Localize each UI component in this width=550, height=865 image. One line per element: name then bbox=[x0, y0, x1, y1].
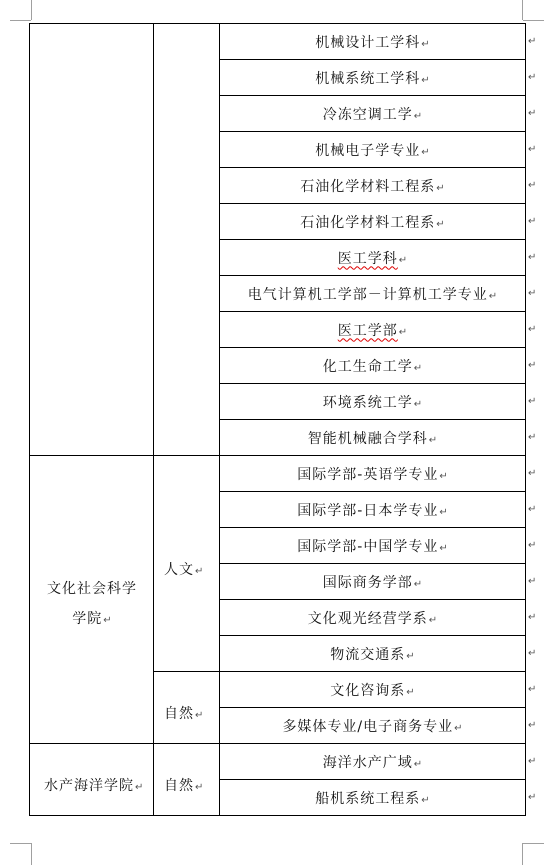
crop-mark bbox=[522, 0, 523, 20]
field-label: 自然 bbox=[164, 778, 194, 794]
row-end-mark: ↵ bbox=[528, 611, 537, 623]
row-end-mark: ↵ bbox=[528, 503, 537, 515]
paragraph-mark: ↵ bbox=[436, 182, 445, 194]
major-label: 文化观光经营学系 bbox=[307, 610, 428, 627]
major-cell bbox=[220, 456, 526, 492]
paragraph-mark: ↵ bbox=[421, 38, 430, 50]
major-cell bbox=[220, 96, 526, 132]
major-label: 冷冻空调工学 bbox=[322, 106, 413, 123]
row-end-mark: ↵ bbox=[528, 431, 537, 443]
row-end-mark: ↵ bbox=[528, 539, 537, 551]
major-label: 机械设计工学科 bbox=[315, 34, 421, 51]
row-end-mark: ↵ bbox=[528, 755, 537, 767]
major-cell bbox=[220, 636, 526, 672]
row-end-mark: ↵ bbox=[528, 143, 537, 155]
major-cell bbox=[220, 348, 526, 384]
major-label: 文化咨询系 bbox=[330, 682, 406, 699]
major-cell bbox=[220, 528, 526, 564]
paragraph-mark: ↵ bbox=[488, 290, 498, 302]
row-end-mark: ↵ bbox=[528, 215, 537, 227]
major-label: 智能机械融合学科 bbox=[307, 430, 428, 447]
paragraph-mark: ↵ bbox=[103, 615, 112, 626]
crop-mark bbox=[10, 20, 31, 21]
major-label: 国际学部-中国学专业 bbox=[297, 538, 439, 555]
major-cell bbox=[220, 276, 526, 312]
major-cell bbox=[220, 672, 526, 708]
college-name-cont: 学院 bbox=[72, 611, 103, 627]
major-label: 医工学科 bbox=[337, 250, 398, 267]
row-end-mark: ↵ bbox=[528, 683, 537, 695]
paragraph-mark: ↵ bbox=[428, 434, 438, 446]
paragraph-mark: ↵ bbox=[439, 542, 448, 554]
major-cell bbox=[220, 384, 526, 420]
major-label: 电气计算机工学部－计算机工学专业 bbox=[247, 286, 488, 303]
paragraph-mark: ↵ bbox=[421, 74, 430, 86]
paragraph-mark: ↵ bbox=[398, 254, 408, 266]
major-cell bbox=[220, 240, 526, 276]
major-label: 环境系统工学 bbox=[322, 394, 413, 411]
college-cell bbox=[30, 744, 154, 816]
row-end-mark: ↵ bbox=[528, 287, 537, 299]
row-end-mark: ↵ bbox=[528, 359, 537, 371]
college-name: 文化社会科学 bbox=[47, 581, 137, 597]
crop-mark bbox=[523, 843, 544, 844]
major-cell bbox=[220, 744, 526, 780]
major-label: 石油化学材料工程系 bbox=[300, 178, 436, 195]
major-cell bbox=[220, 420, 526, 456]
paragraph-mark: ↵ bbox=[439, 470, 448, 482]
row-end-mark: ↵ bbox=[528, 179, 537, 191]
field-cell bbox=[154, 744, 220, 816]
major-label: 机械系统工学科 bbox=[315, 70, 421, 87]
major-label: 海洋水产广域 bbox=[322, 754, 413, 771]
major-label: 医工学部 bbox=[337, 322, 398, 339]
row-end-mark: ↵ bbox=[528, 323, 537, 335]
row-end-mark: ↵ bbox=[528, 791, 537, 803]
major-cell bbox=[220, 24, 526, 60]
major-cell bbox=[220, 564, 526, 600]
paragraph-mark: ↵ bbox=[135, 782, 144, 793]
major-label: 物流交通系 bbox=[330, 646, 406, 663]
paragraph-mark: ↵ bbox=[421, 794, 430, 806]
crop-mark bbox=[31, 0, 32, 20]
paragraph-mark: ↵ bbox=[439, 506, 448, 518]
row-end-mark: ↵ bbox=[528, 107, 537, 119]
paragraph-mark: ↵ bbox=[195, 710, 204, 721]
paragraph-mark: ↵ bbox=[454, 722, 463, 734]
paragraph-mark: ↵ bbox=[413, 758, 423, 770]
paragraph-mark: ↵ bbox=[195, 566, 204, 577]
major-cell bbox=[220, 204, 526, 240]
paragraph-mark: ↵ bbox=[421, 146, 430, 158]
row-end-mark: ↵ bbox=[528, 467, 537, 479]
row-end-mark: ↵ bbox=[528, 251, 537, 263]
paragraph-mark: ↵ bbox=[428, 614, 438, 626]
table-row bbox=[30, 24, 526, 60]
table-row bbox=[30, 456, 526, 492]
field-cell bbox=[154, 24, 220, 456]
row-end-mark: ↵ bbox=[528, 575, 537, 587]
major-label: 多媒体专业/电子商务专业 bbox=[282, 718, 454, 735]
row-end-mark: ↵ bbox=[528, 647, 537, 659]
row-end-mark: ↵ bbox=[528, 719, 537, 731]
college-name: 水产海洋学院 bbox=[44, 778, 134, 794]
field-label: 自然 bbox=[164, 706, 194, 722]
field-cell bbox=[154, 672, 220, 744]
paragraph-mark: ↵ bbox=[195, 782, 204, 793]
college-cell bbox=[30, 24, 154, 456]
row-end-mark: ↵ bbox=[528, 71, 537, 83]
paragraph-mark: ↵ bbox=[413, 110, 423, 122]
paragraph-mark: ↵ bbox=[406, 650, 415, 662]
crop-mark bbox=[10, 843, 31, 844]
major-label: 机械电子学专业 bbox=[315, 142, 421, 159]
paragraph-mark: ↵ bbox=[413, 362, 423, 374]
major-label: 国际学部-日本学专业 bbox=[297, 502, 439, 519]
major-table bbox=[29, 23, 526, 816]
field-cell bbox=[154, 456, 220, 672]
major-cell bbox=[220, 132, 526, 168]
crop-mark bbox=[31, 843, 32, 865]
paragraph-mark: ↵ bbox=[406, 686, 415, 698]
major-cell bbox=[220, 312, 526, 348]
major-cell bbox=[220, 708, 526, 744]
major-cell bbox=[220, 600, 526, 636]
paragraph-mark: ↵ bbox=[398, 326, 408, 338]
row-end-mark: ↵ bbox=[528, 395, 537, 407]
major-cell bbox=[220, 492, 526, 528]
major-label: 化工生命工学 bbox=[322, 358, 413, 375]
table-row bbox=[30, 744, 526, 780]
paragraph-mark: ↵ bbox=[413, 578, 423, 590]
row-end-mark: ↵ bbox=[528, 35, 537, 47]
field-label: 人文 bbox=[164, 562, 194, 578]
crop-mark bbox=[523, 20, 544, 21]
crop-mark bbox=[522, 843, 523, 865]
major-label: 国际学部-英语学专业 bbox=[297, 466, 439, 483]
major-label: 石油化学材料工程系 bbox=[300, 214, 436, 231]
college-cell bbox=[30, 456, 154, 744]
major-cell bbox=[220, 780, 526, 816]
paragraph-mark: ↵ bbox=[413, 398, 423, 410]
major-label: 船机系统工程系 bbox=[315, 790, 421, 807]
major-cell bbox=[220, 60, 526, 96]
paragraph-mark: ↵ bbox=[436, 218, 445, 230]
major-cell bbox=[220, 168, 526, 204]
major-label: 国际商务学部 bbox=[322, 574, 413, 591]
